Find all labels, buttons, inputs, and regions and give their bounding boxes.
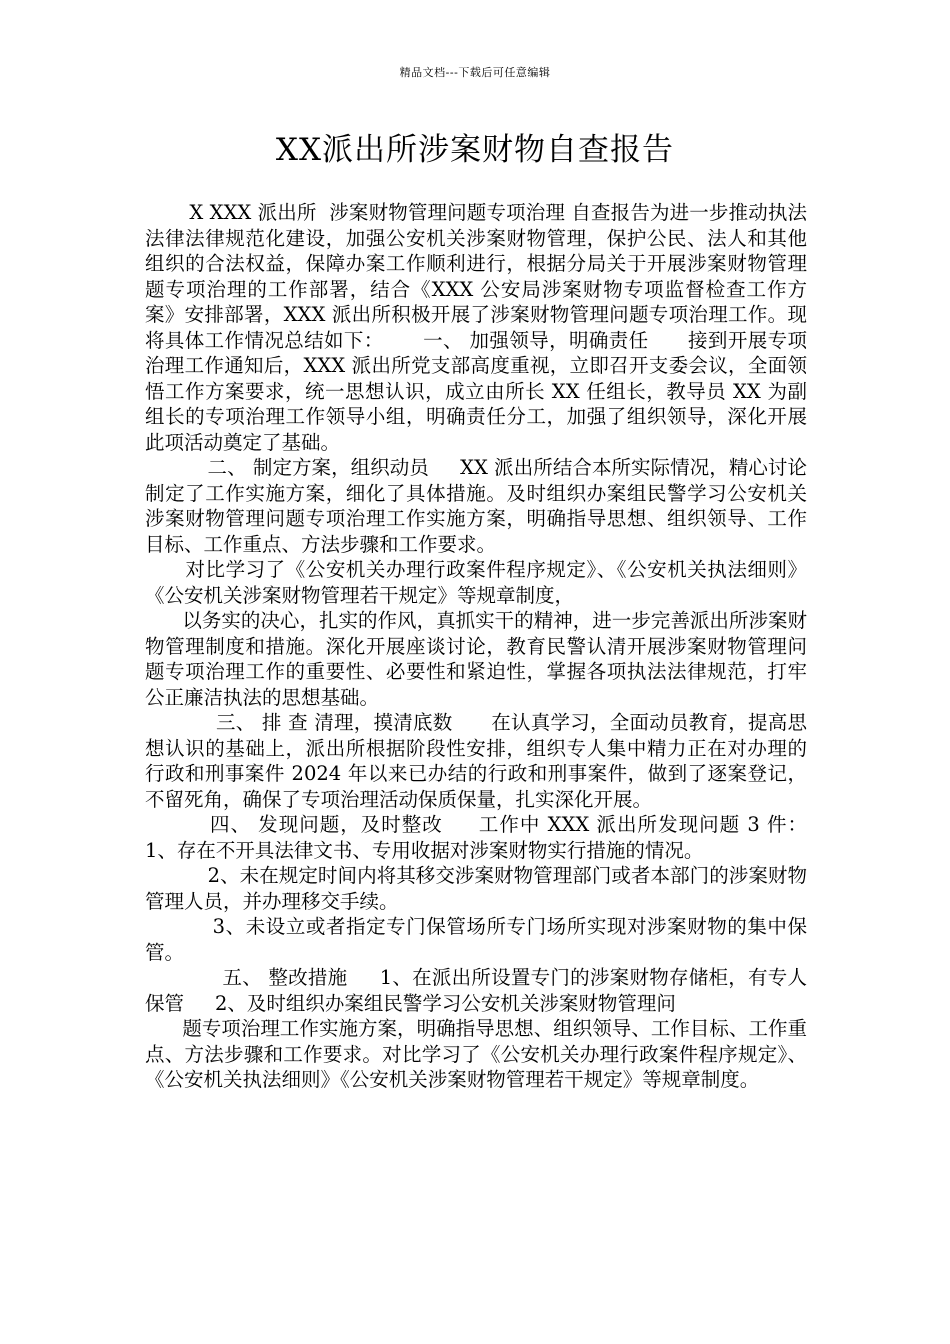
document-title: XX派出所涉案财物自查报告 xyxy=(275,132,675,168)
paragraph: 三、 排 查 清理，摸清底数 在认真学习，全面动员教育，提高思想认识的基础上，派出所根据阶段性安排，组织专人集中精力正在对办理的行政和刑事案件 2024 年以来已办结的行政和刑事案件，做到了逐案登记，不留死角，确保了专项治理活动保质保量，扎实深化开展。 xyxy=(145,711,807,811)
paragraph: X XXX 派出所 涉案财物管理问题专项治理 自查报告为进一步推动执法法律法律规范化建设，加强公安机关涉案财物管理，保护公民、法人和其他组织的合法权益，保障办案工作顺利进行，根据分局关于开展涉案财物管理题专项治理的工作部署，结合《XXX 公安局涉案财物专项监督检查工作方案》安排部署，XXX 派出所积极开展了涉案财物管理问题专项治理工作。现将具体工作情况总结如下： 一、 加强领导，明确责任 接到开展专项治理工作通知后，XXX 派出所党支部高度重视，立即召开支委会议，全面领悟工作方案要求，统一思想认识，成立由所长 XX 任组长，教导员 XX 为副组长的专项治理工作领导小组，明确责任分工，加强了组织领导，深化开展此项活动奠定了基础。 xyxy=(145,201,807,454)
paragraph: 以务实的决心，扎实的作风，真抓实干的精神，进一步完善派出所涉案财物管理制度和措施。深化开展座谈讨论，教育民警认清开展涉案财物管理问题专项治理工作的重要性、必要性和紧迫性，掌握各项执法法律规范，打牢公正廉洁执法的思想基础。 xyxy=(145,609,807,709)
paragraph: 五、 整改措施 1、在派出所设置专门的涉案财物存储柜，有专人保管 2、及时组织办案组民警学习公安机关涉案财物管理问 xyxy=(145,966,807,1015)
paragraph: 对比学习了《公安机关办理行政案件程序规定》、《公安机关执法细则》《公安机关涉案财物管理若干规定》等规章制度， xyxy=(145,558,807,607)
document-body xyxy=(145,200,838,1093)
paragraph: 题专项治理工作实施方案，明确指导思想、组织领导、工作目标、工作重点、方法步骤和工作要求。对比学习了《公安机关办理行政案件程序规定》、《公安机关执法细则》《公安机关涉案财物管理若干规定》等规章制度。 xyxy=(145,1017,807,1091)
paragraph: 2、未在规定时间内将其移交涉案财物管理部门或者本部门的涉案财物管理人员，并办理移交手续。 xyxy=(145,864,807,913)
header-note: 精品文档---下载后可任意编辑 xyxy=(399,66,551,79)
paragraph: 3、未设立或者指定专门保管场所专门场所实现对涉案财物的集中保管。 xyxy=(145,915,807,964)
paragraph: 四、 发现问题，及时整改 工作中 XXX 派出所发现问题 3 件： 1、存在不开具法律文书、专用收据对涉案财物实行措施的情况。 xyxy=(145,813,838,862)
paragraph: 二、 制定方案，组织动员 XX 派出所结合本所实际情况，精心讨论制定了工作实施方案，细化了具体措施。及时组织办案组民警学习公安机关涉案财物管理问题专项治理工作实施方案，明确指导思想、组织领导、工作目标、工作重点、方法步骤和工作要求。 xyxy=(145,456,807,556)
